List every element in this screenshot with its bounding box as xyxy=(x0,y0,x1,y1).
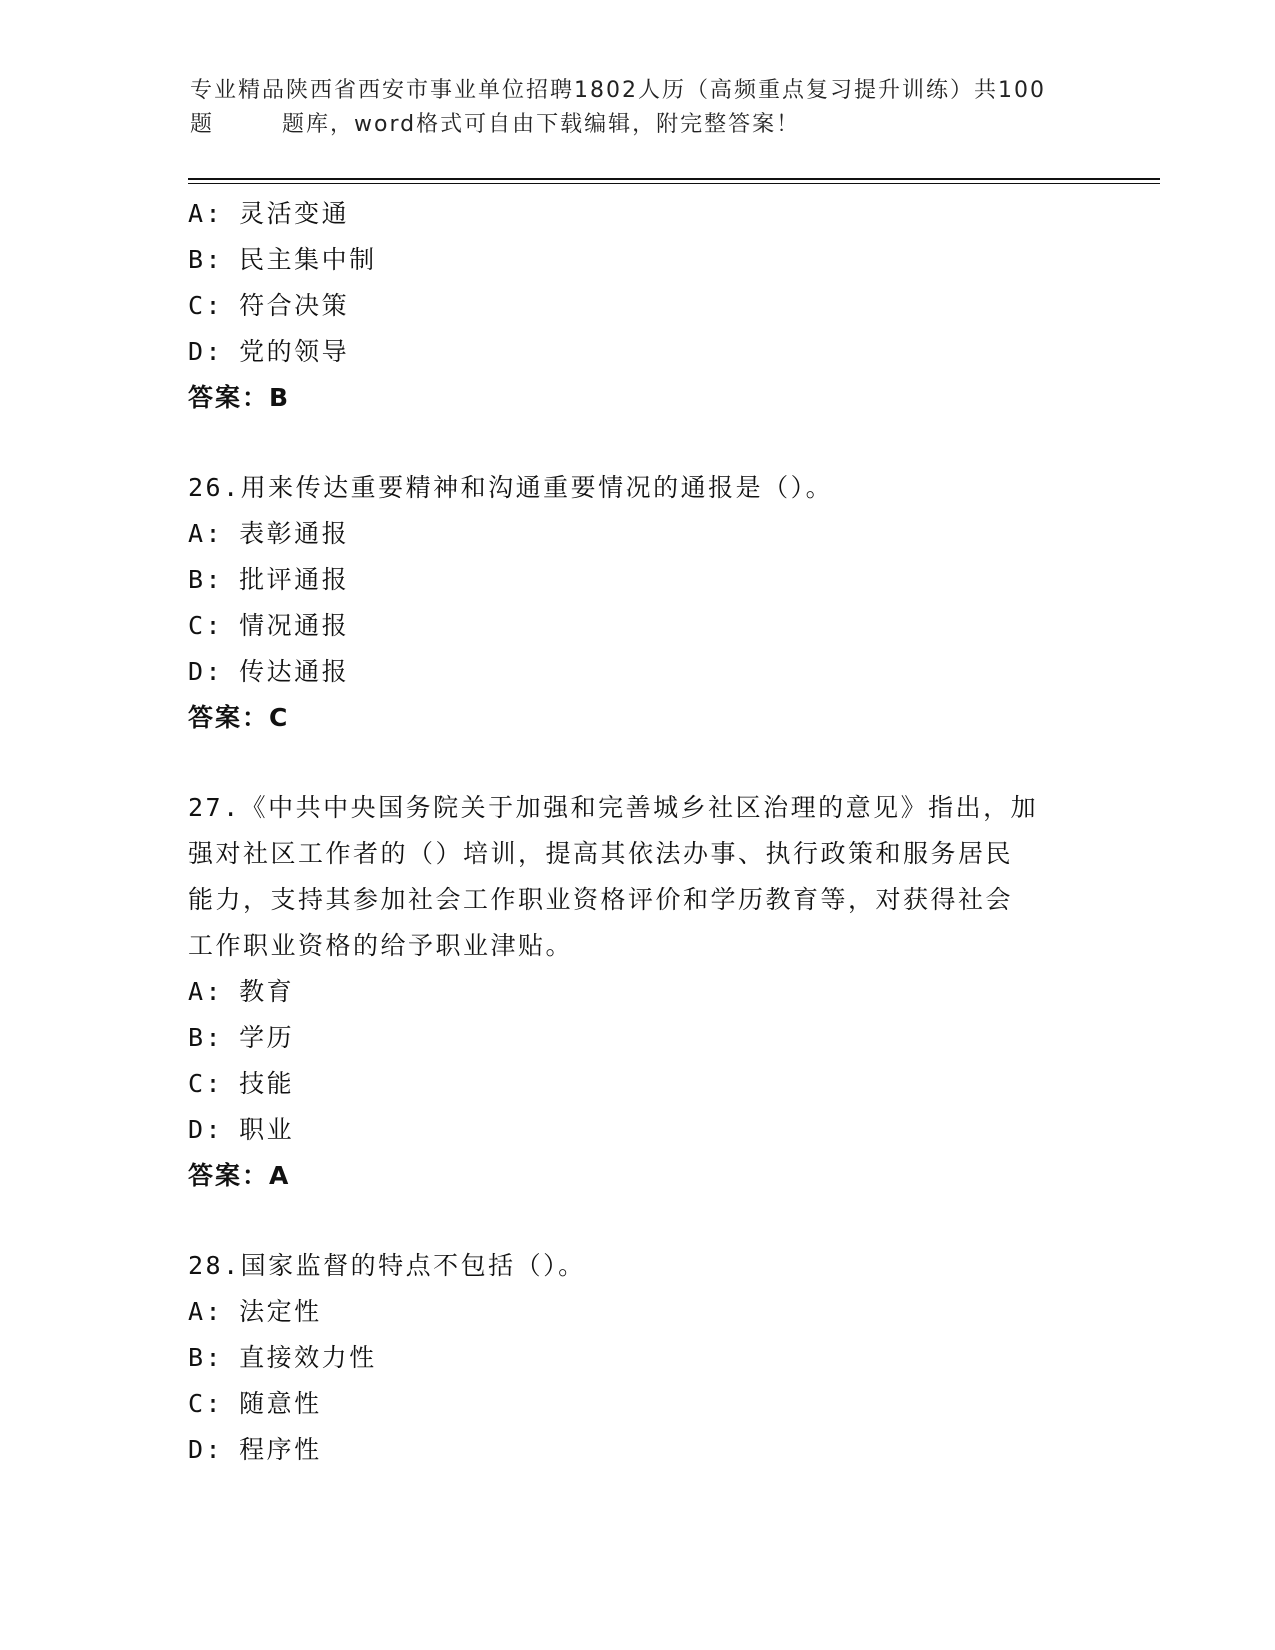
header-title-line: 专业精品陕西省西安市事业单位招聘1802人历（高频重点复习提升训练）共100 xyxy=(190,78,1046,103)
option-d: D: 职业 xyxy=(188,1115,295,1144)
option-b: B: 批评通报 xyxy=(188,565,350,594)
option-b: B: 民主集中制 xyxy=(188,245,377,274)
option-a: A: 表彰通报 xyxy=(188,519,350,548)
option-a: A: 教育 xyxy=(188,977,295,1006)
question-block xyxy=(188,191,1088,421)
question-block xyxy=(188,785,1088,1199)
option-d: D: 党的领导 xyxy=(188,337,350,366)
answer: 答案：A xyxy=(188,1161,291,1190)
header-rule-thin xyxy=(188,183,1160,184)
question-stem: 工作职业资格的给予职业津贴。 xyxy=(188,931,574,960)
option-a: A: 灵活变通 xyxy=(188,199,350,228)
option-c: C: 符合决策 xyxy=(188,291,350,320)
question-block xyxy=(188,465,1088,741)
answer: 答案：B xyxy=(188,383,291,412)
question-list xyxy=(188,191,1088,1473)
question-stem: 强对社区工作者的（）培训，提高其依法办事、执行政策和服务居民 xyxy=(188,839,1014,868)
answer: 答案：C xyxy=(188,703,290,732)
header-subtitle-left: 题 xyxy=(190,112,215,137)
question-stem: 27.《中共中央国务院关于加强和完善城乡社区治理的意见》指出，加 xyxy=(188,793,1039,822)
option-d: D: 传达通报 xyxy=(188,657,350,686)
question-block xyxy=(188,1243,1088,1473)
option-d: D: 程序性 xyxy=(188,1435,322,1464)
option-b: B: 直接效力性 xyxy=(188,1343,377,1372)
page-header xyxy=(190,74,1090,142)
option-c: C: 情况通报 xyxy=(188,611,350,640)
question-stem: 26.用来传达重要精神和沟通重要情况的通报是（）。 xyxy=(188,473,834,502)
option-c: C: 技能 xyxy=(188,1069,295,1098)
option-c: C: 随意性 xyxy=(188,1389,322,1418)
question-stem: 能力，支持其参加社会工作职业资格评价和学历教育等，对获得社会 xyxy=(188,885,1014,914)
question-stem: 28.国家监督的特点不包括（）。 xyxy=(188,1251,586,1280)
header-rule xyxy=(188,178,1160,180)
header-subtitle-right: 题库，word格式可自由下载编辑，附完整答案！ xyxy=(282,112,801,137)
option-a: A: 法定性 xyxy=(188,1297,322,1326)
header-subtitle-line xyxy=(190,108,1090,142)
option-b: B: 学历 xyxy=(188,1023,295,1052)
